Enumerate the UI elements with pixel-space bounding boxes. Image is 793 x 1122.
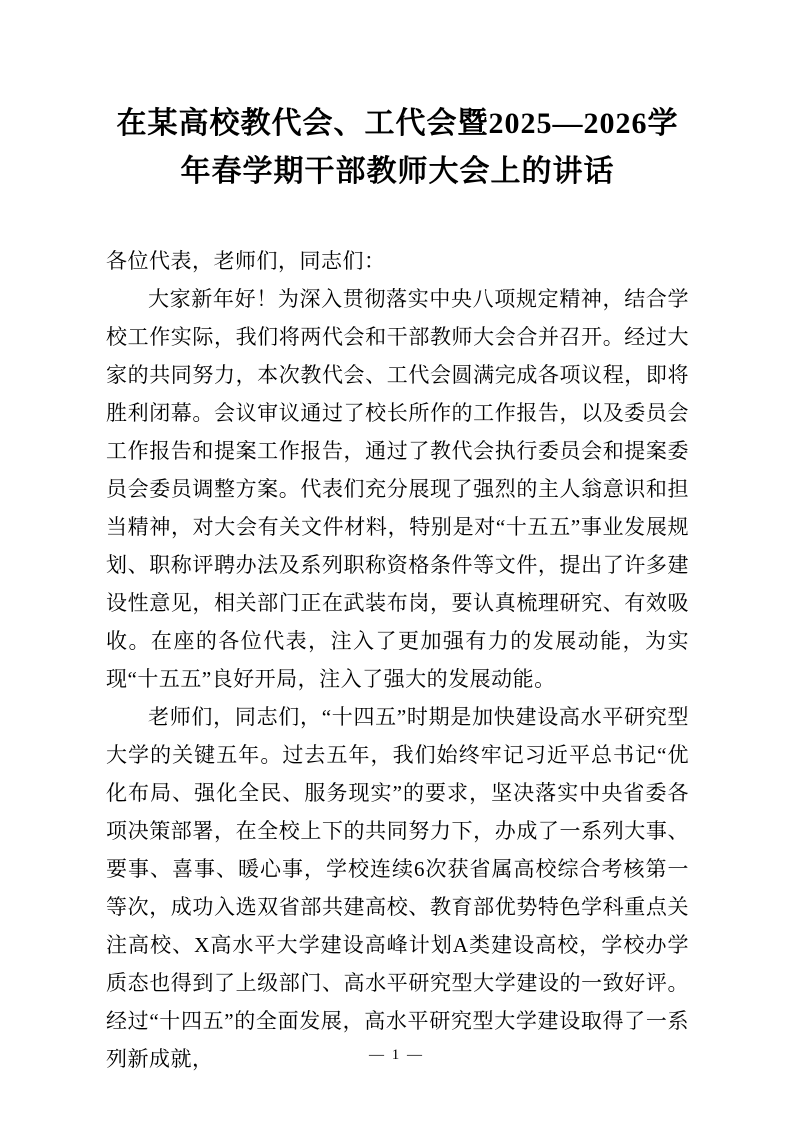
document-body xyxy=(106,242,689,1078)
salutation: 各位代表，老师们，同志们： xyxy=(106,249,386,273)
paragraph-1: 大家新年好！为深入贯彻落实中央八项规定精神，结合学校工作实际，我们将两代会和干部教师大会合并召开。经过大家的共同努力，本次教代会、工代会圆满完成各项议程，即将胜利闭幕。会议审议通过了校长所作的工作报告，以及委员会工作报告和提案工作报告，通过了教代会执行委员会和提案委员会委员调整方案。代表们充分展现了强烈的主人翁意识和担当精神，对大会有关文件材料，特别是对“十五五”事业发展规划、职称评聘办法及系列职称资格条件等文件，提出了许多建设性意见，相关部门正在武装布岗，要认真梳理研究、有效吸收。在座的各位代表，注入了更加强有力的发展动能，为实现“十五五”良好开局，注入了强大的发展动能。 xyxy=(106,287,689,691)
paragraph-2: 老师们，同志们，“十四五”时期是加快建设高水平研究型大学的关键五年。过去五年，我们始终牢记习近平总书记“优化布局、强化全民、服务现实”的要求，坚决落实中央省委各项决策部署，在全校上下的共同努力下，办成了一系列大事、要事、喜事、暖心事，学校连续6次获省属高校综合考核第一等次，成功入选双省部共建高校、教育部优势特色学科重点关注高校、X高水平大学建设高峰计划A类建设高校，学校办学质态也得到了上级部门、高水平研究型大学建设的一致好评。经过“十四五”的全面发展，高水平研究型大学建设取得了一系列新成就， xyxy=(106,705,689,1071)
page-number: — 1 — xyxy=(369,1047,424,1063)
document-title: 在某高校教代会、工代会暨2025—2026学年春学期干部教师大会上的讲话 xyxy=(116,107,679,188)
